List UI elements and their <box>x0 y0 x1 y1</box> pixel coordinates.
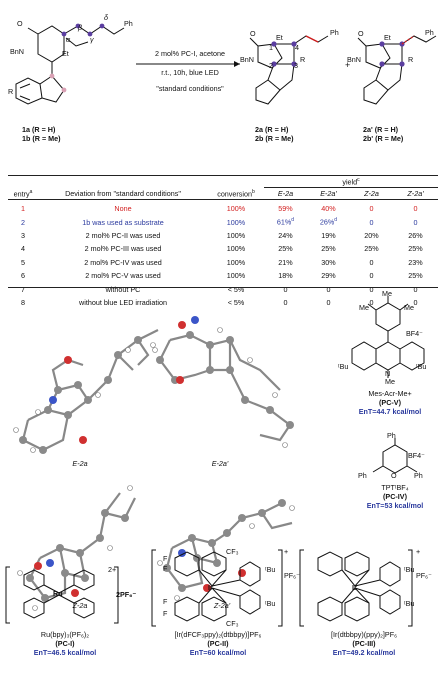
pcv-name: Mes-Acr-Me+ <box>368 389 412 398</box>
pcii-f-4: F <box>163 609 168 618</box>
gamma-label: γ <box>90 35 94 44</box>
pci-ent: EnT=46.5 kcal/mol <box>33 648 97 657</box>
crystal-structure-e2ap <box>150 300 300 460</box>
pci-metal: Ru <box>53 589 63 598</box>
col-z2ap: Z-2a' <box>393 188 438 200</box>
pciii-name: [Ir(dtbbpy)(ppy)₂]PF₆ <box>330 630 397 639</box>
pcii-charge: + <box>284 547 289 556</box>
pciii-charge: + <box>416 547 421 556</box>
pci-charge: 2+ <box>108 565 117 574</box>
pciii-counterion: PF₆⁻ <box>416 571 432 580</box>
2ap-r-label: R <box>408 55 414 64</box>
pciv-o-label: O <box>391 471 397 480</box>
pcii-tbu-top: ᵗBu <box>265 565 276 574</box>
r-label: R <box>8 87 14 96</box>
2ap-et-label: Et <box>384 33 391 42</box>
col-e2a: E-2a <box>264 188 307 200</box>
et-label: Et <box>62 49 69 58</box>
pciii-code: (PC-III) <box>352 639 376 648</box>
pci-code: (PC-I) <box>55 639 75 648</box>
pciii-metal: Ir <box>352 583 357 592</box>
pcv-me-n-label: Me <box>385 377 395 386</box>
pciii-structure <box>298 548 428 628</box>
pciv-ph-top: Ph <box>387 431 396 440</box>
yield-header: yield$^c$ <box>264 176 438 188</box>
table-row: 5 2 mol% PC-IV was used 100% 21% 30% 0 23% <box>21 257 423 267</box>
optimization-table <box>8 176 438 309</box>
pci-name: Ru(bpy)₃(PF₆)₂ <box>40 630 90 639</box>
standard-conditions-label: "standard conditions" <box>156 84 224 93</box>
pcv-code: (PC-V) <box>379 398 401 407</box>
crystal-label-e2ap: E-2a' <box>211 459 229 468</box>
pcv-n-label: N <box>385 369 391 378</box>
reaction-arrow <box>136 60 246 68</box>
bnn-label: BnN <box>10 47 24 56</box>
pciv-code: (PC-IV) <box>383 492 407 501</box>
product-2a-structure <box>244 14 334 104</box>
reactant-label-1b: 1b (R = Me) <box>22 134 61 143</box>
ph-label: Ph <box>124 19 133 28</box>
2a-ph-label: Ph <box>330 28 339 37</box>
pciii-tbu-bottom: ᵗBu <box>404 599 415 608</box>
pcv-me-label-3: Me <box>404 303 414 312</box>
pciii-tbu-top: ᵗBu <box>404 565 415 574</box>
product-label-2bp: 2b' (R = Me) <box>363 134 404 143</box>
col-z2a: Z-2a <box>350 188 393 200</box>
table-bottom-rule <box>8 287 438 288</box>
col-e2ap: E-2a' <box>307 188 350 200</box>
pcii-structure <box>150 548 290 628</box>
crystal-label-z2ap: Z-2a' <box>213 601 231 610</box>
pciv-ph-right: Ph <box>414 471 423 480</box>
reactant-structure <box>8 4 138 114</box>
pcii-name: [Ir(dFCF₃ppy)₂(dtbbpy)]PF₆ <box>174 630 262 639</box>
2a-c3-label: 3 <box>294 61 298 70</box>
2a-c2-label: 2 <box>269 61 273 70</box>
conditions-line2: r.t., 10h, blue LED <box>161 68 219 77</box>
pcii-tbu-bottom: ᵗBu <box>265 599 276 608</box>
col-conversion: conversion$^b$ <box>208 188 264 200</box>
reactant-label-1a: 1a (R = H) <box>22 125 56 134</box>
2ap-ph-label: Ph <box>425 28 434 37</box>
alpha-label: α <box>66 35 71 44</box>
pcii-metal: Ir <box>208 583 213 592</box>
pcii-counterion: PF₆⁻ <box>284 571 300 580</box>
crystal-label-z2a: Z-2a <box>72 601 88 610</box>
conditions-line1: 2 mol% PC-I, acetone <box>155 49 225 58</box>
pcii-f-1: F <box>163 554 168 563</box>
2a-et-label: Et <box>276 33 283 42</box>
product-label-2b: 2b (R = Me) <box>255 134 294 143</box>
product-label-2a: 2a (R = H) <box>255 125 289 134</box>
table-row: 2 1b was used as substrate 100% 61%$^d$ 26%$^d$ 0 0 <box>21 217 418 227</box>
pcii-cf3-bottom: CF₃ <box>226 619 239 628</box>
table-row: 7 without PC < 5% 0 0 0 0 <box>21 284 418 294</box>
pcv-tbu-left: ᵗBu <box>338 362 349 371</box>
pcii-f-2: F <box>163 564 168 573</box>
carbonyl-o-label: O <box>17 19 23 28</box>
pciv-counterion: BF4⁻ <box>408 451 425 460</box>
plus-sign: + <box>345 60 351 70</box>
pcv-counterion: BF4⁻ <box>406 329 423 338</box>
pcii-cf3-top: CF₃ <box>226 547 239 556</box>
product-label-2ap: 2a' (R = H) <box>363 125 399 134</box>
delta-label: δ <box>104 13 108 22</box>
2a-o-label: O <box>250 29 256 38</box>
col-entry: entry$^a$ <box>8 188 38 200</box>
pcv-me-label-2: Me <box>359 303 369 312</box>
pciv-name: TPTᵗBF₄ <box>381 483 409 492</box>
table-row: 6 2 mol% PC-V was used 100% 18% 29% 0 25% <box>21 271 423 281</box>
2a-c1-label: 1 <box>269 43 273 52</box>
pcii-f-3: F <box>163 597 168 606</box>
2a-c4-label: 4 <box>295 43 299 52</box>
pciv-ph-left: Ph <box>358 471 367 480</box>
crystal-structure-e2a <box>8 300 158 460</box>
table-row: 1 None 100% 59% 40% 0 0 <box>21 204 418 214</box>
pcv-me-label: Me <box>382 289 392 298</box>
pci-counterion: 2PF₆⁻ <box>116 590 137 599</box>
beta-label: β <box>78 23 83 32</box>
table-row: 3 2 mol% PC-II was used 100% 24% 19% 20% 26% <box>21 230 423 240</box>
pcii-code: (PC-II) <box>207 639 229 648</box>
pcv-ent: EnT=44.7 kcal/mol <box>358 407 422 416</box>
table-row: 4 2 mol% PC-III was used 100% 25% 25% 25% 25% <box>21 244 423 254</box>
pciii-ent: EnT=49.2 kcal/mol <box>332 648 396 657</box>
pcii-ent: EnT=60 kcal/mol <box>189 648 247 657</box>
pcv-tbu-right: ᵗBu <box>416 362 427 371</box>
2ap-bnn-label: BnN <box>347 55 361 64</box>
2a-r-label: R <box>300 55 306 64</box>
pciv-ent: EnT=53 kcal/mol <box>366 501 424 510</box>
col-deviation: Deviation from "standard conditions" <box>38 188 208 200</box>
2ap-o-label: O <box>358 29 364 38</box>
crystal-label-e2a: E-2a <box>72 459 88 468</box>
pci-structure <box>4 565 124 625</box>
2a-bnn-label: BnN <box>240 55 254 64</box>
table-row: 8 without blue LED irradiation < 5% 0 0 0 0 <box>21 297 418 307</box>
